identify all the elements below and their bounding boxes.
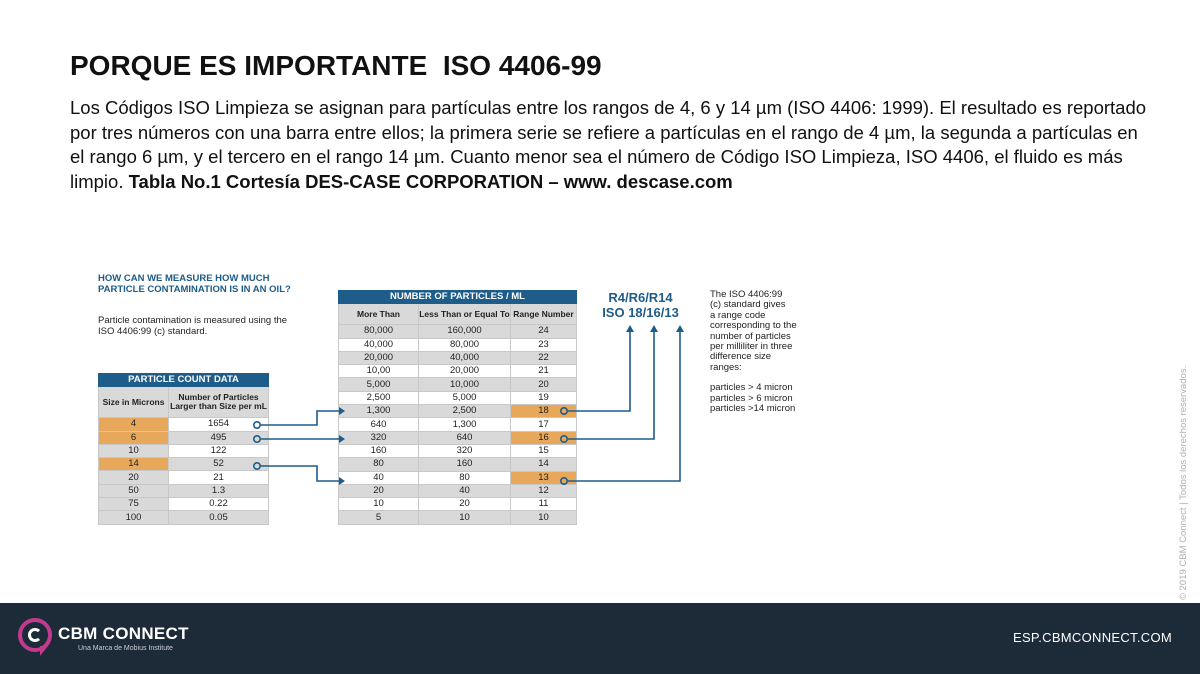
particles-row <box>339 338 577 351</box>
iso-description-line: ranges: <box>710 361 742 373</box>
slide-paragraph <box>70 96 1150 194</box>
iso-description-line: particles > 4 micron <box>710 382 793 394</box>
count-cell: 0.22 <box>169 498 269 511</box>
particles-row <box>339 365 577 378</box>
iso-description-line: The ISO 4406:99 <box>710 289 783 300</box>
particle-count-row <box>99 431 269 444</box>
size-cell: 75 <box>99 498 169 511</box>
range-number-cell: 11 <box>511 498 577 511</box>
paragraph-text: Los Códigos ISO Limpieza se asignan para partículas entre los rangos de 4, 6 y 14 µm (ISO 4406: 1999). El resultado es reportado por tres números con una barra entre ellos; la primera serie se refiere a partículas en el rango de 4 µm, la segunda a partículas en el rango 6 µm, y el tercero en el rango 14 µm. Cuanto menor sea el número de Código ISO Limpieza, ISO 4406, el fluido es más limpio. <box>70 97 1147 192</box>
particles-row <box>339 418 577 431</box>
particle-count-row <box>99 418 269 431</box>
count-cell: 495 <box>169 431 269 444</box>
range-number-cell: 24 <box>511 325 577 338</box>
particle-count-title: PARTICLE COUNT DATA <box>99 374 269 387</box>
particles-row <box>339 391 577 404</box>
footer-website-link[interactable]: ESP.CBMCONNECT.COM <box>1012 630 1172 645</box>
less-than-cell: 10,000 <box>419 378 511 391</box>
more-than-cell: 10,00 <box>339 365 419 378</box>
size-cell: 20 <box>99 471 169 484</box>
less-than-cell: 20 <box>419 498 511 511</box>
particles-row <box>339 471 577 484</box>
range-number-cell: 16 <box>511 431 577 444</box>
particles-row <box>339 444 577 457</box>
less-than-cell: 5,000 <box>419 391 511 404</box>
count-header: Number of Particles Larger than Size per mL <box>169 387 269 418</box>
range-number-cell: 18 <box>511 405 577 418</box>
iso-description-line: (c) standard gives <box>710 299 786 311</box>
more-than-cell: 640 <box>339 418 419 431</box>
particle-count-table <box>98 373 269 525</box>
size-cell: 6 <box>99 431 169 444</box>
particles-row <box>339 378 577 391</box>
less-than-cell: 20,000 <box>419 365 511 378</box>
question-body: Particle contamination is measured using the ISO 4406:99 (c) standard. <box>98 315 288 337</box>
particles-row <box>339 405 577 418</box>
less-than-cell: 2,500 <box>419 405 511 418</box>
count-cell: 0.05 <box>169 511 269 524</box>
iso-description-line: particles > 6 micron <box>710 392 793 404</box>
size-cell: 50 <box>99 484 169 497</box>
particles-row <box>339 431 577 444</box>
particles-row <box>339 351 577 364</box>
range-number-cell: 21 <box>511 365 577 378</box>
less-than-cell: 40 <box>419 484 511 497</box>
iso-description-line: number of particles <box>710 330 791 342</box>
particles-row <box>339 484 577 497</box>
particle-count-row <box>99 444 269 457</box>
question-heading: HOW CAN WE MEASURE HOW MUCH PARTICLE CONTAMINATION IS IN AN OIL? <box>98 273 291 295</box>
range-line-18 <box>568 330 630 411</box>
less-than-cell: 1,300 <box>419 418 511 431</box>
copyright-notice: © 2019 CBM Connect | Todos los derechos reservados. <box>1178 365 1189 600</box>
range-number-cell: 15 <box>511 444 577 457</box>
brand-tagline: Una Marca de Mobius Institute <box>78 645 173 652</box>
particles-row <box>339 511 577 524</box>
size-header: Size in Microns <box>99 387 169 418</box>
more-than-cell: 20,000 <box>339 351 419 364</box>
more-than-cell: 80 <box>339 458 419 471</box>
particle-count-row <box>99 471 269 484</box>
count-cell: 122 <box>169 444 269 457</box>
range-number-cell: 19 <box>511 391 577 404</box>
more-than-header: More Than <box>339 304 419 325</box>
range-codes <box>588 290 693 320</box>
more-than-cell: 40,000 <box>339 338 419 351</box>
cbm-logo-tail <box>40 646 48 656</box>
count-cell: 1654 <box>169 418 269 431</box>
less-than-cell: 40,000 <box>419 351 511 364</box>
range-number-cell: 10 <box>511 511 577 524</box>
range-number-cell: 13 <box>511 471 577 484</box>
iso-figure <box>95 270 840 530</box>
particles-row <box>339 498 577 511</box>
range-number-cell: 20 <box>511 378 577 391</box>
size-cell: 10 <box>99 444 169 457</box>
more-than-cell: 20 <box>339 484 419 497</box>
iso-description-line: particles >14 micron <box>710 403 796 415</box>
size-cell: 14 <box>99 458 169 471</box>
slide-title: PORQUE ES IMPORTANTE ISO 4406-99 <box>70 50 602 81</box>
less-than-cell: 160 <box>419 458 511 471</box>
connector-line-14 <box>261 466 339 481</box>
connector-line-4 <box>261 411 339 425</box>
iso-description-line: a range code <box>710 309 766 321</box>
iso-code-label: ISO 18/16/13 <box>602 305 679 320</box>
range-number-cell: 23 <box>511 338 577 351</box>
more-than-cell: 160 <box>339 444 419 457</box>
range-number-cell: 14 <box>511 458 577 471</box>
range-number-cell: 22 <box>511 351 577 364</box>
count-cell: 52 <box>169 458 269 471</box>
less-than-cell: 80 <box>419 471 511 484</box>
range-line-13 <box>568 330 680 481</box>
range-line-16 <box>568 330 654 439</box>
less-than-cell: 640 <box>419 431 511 444</box>
paragraph-credit: Tabla No.1 Cortesía DES-CASE CORPORATION – www. descase.com <box>128 170 733 192</box>
size-cell: 100 <box>99 511 169 524</box>
range-number-cell: 12 <box>511 484 577 497</box>
particle-count-row <box>99 458 269 471</box>
particle-count-row <box>99 498 269 511</box>
less-than-cell: 160,000 <box>419 325 511 338</box>
particles-table-title: NUMBER OF PARTICLES / ML <box>339 291 577 304</box>
more-than-cell: 10 <box>339 498 419 511</box>
more-than-cell: 320 <box>339 431 419 444</box>
particle-count-row <box>99 511 269 524</box>
particles-row <box>339 458 577 471</box>
r-codes-label: R4/R6/R14 <box>608 290 673 305</box>
iso-description-line: per milliliter in three <box>710 341 793 353</box>
particles-per-ml-table <box>338 290 577 525</box>
more-than-cell: 80,000 <box>339 325 419 338</box>
more-than-cell: 5,000 <box>339 378 419 391</box>
range-number-header: Range Number <box>511 304 577 325</box>
iso-description-line: corresponding to the <box>710 320 797 332</box>
less-than-cell: 10 <box>419 511 511 524</box>
count-cell: 1.3 <box>169 484 269 497</box>
particles-row <box>339 325 577 338</box>
particle-count-row <box>99 484 269 497</box>
less-than-header: Less Than or Equal To <box>419 304 511 325</box>
more-than-cell: 2,500 <box>339 391 419 404</box>
brand-name: CBM CONNECT <box>58 624 189 643</box>
more-than-cell: 40 <box>339 471 419 484</box>
more-than-cell: 5 <box>339 511 419 524</box>
range-number-cell: 17 <box>511 418 577 431</box>
iso-description <box>710 290 850 414</box>
iso-description-line: difference size <box>710 351 772 363</box>
less-than-cell: 80,000 <box>419 338 511 351</box>
more-than-cell: 1,300 <box>339 405 419 418</box>
less-than-cell: 320 <box>419 444 511 457</box>
count-cell: 21 <box>169 471 269 484</box>
size-cell: 4 <box>99 418 169 431</box>
